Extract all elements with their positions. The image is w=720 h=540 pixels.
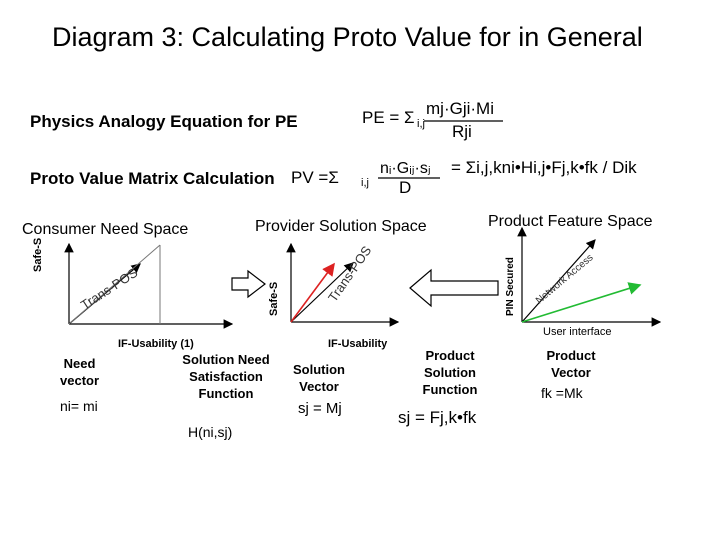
hollow-arrow-product-provider	[410, 270, 498, 306]
trans-pos-axis-label-2: Trans-POS	[325, 243, 375, 305]
physics-equation-label: Physics Analogy Equation for PE	[30, 112, 298, 131]
user-interface-label: User interface	[543, 326, 612, 338]
if-usability-label-1: IF-Usability (1)	[118, 338, 194, 350]
solution-need-satisfaction-function-label: Solution Need Satisfaction Function	[182, 352, 270, 401]
page-title: Diagram 3: Calculating Proto Value for in General	[52, 22, 643, 52]
product-feature-space-label: Product Feature Space	[488, 213, 653, 230]
product-solution-function-equation: sj = Fj,k•fk	[398, 408, 477, 427]
pin-secured-axis-label: PIN Secured	[505, 257, 516, 316]
product-solution-function-label: Product Solution Function	[422, 348, 478, 397]
physics-equation-numerator: mj·Gji·Mi	[426, 99, 494, 118]
proto-equation-subscript: i,j	[361, 177, 369, 189]
proto-equation-rhs: = Σi,j,kni•Hi,j•Fj,k•fk / Dik	[451, 158, 637, 177]
physics-equation-denominator: Rji	[452, 122, 472, 141]
need-vector-label: Need vector	[60, 356, 100, 388]
solution-vector-label: Solution Vector	[293, 362, 345, 394]
product-vector-label: Product Vector	[546, 348, 596, 380]
provider-solution-space-label: Provider Solution Space	[255, 218, 427, 235]
solution-vector-equation: sj = Mj	[298, 400, 342, 417]
physics-equation-lhs: PE = Σ	[362, 108, 415, 127]
proto-equation-lhs: PV =Σ	[291, 168, 339, 187]
proto-equation-denominator: D	[399, 178, 412, 197]
h-function-label: H(ni,sj)	[188, 424, 233, 440]
product-vector-equation: fk =Mk	[541, 385, 583, 401]
proto-equation-numerator: nᵢ·Gᵢⱼ·sⱼ	[380, 160, 431, 177]
hollow-arrow-consumer-provider	[232, 271, 265, 297]
if-usability-label-2: IF-Usability	[328, 338, 388, 350]
proto-equation-label: Proto Value Matrix Calculation	[30, 169, 275, 188]
network-access-axis-label: Network Access	[534, 252, 596, 307]
safe-s-axis-label-2: Safe-S	[268, 281, 280, 316]
physics-equation-subscript: i,j	[417, 118, 425, 130]
consumer-need-space-label: Consumer Need Space	[22, 221, 189, 238]
trans-pos-axis-label-1: Trans-POS	[78, 264, 141, 313]
safe-s-axis-label-1: Safe-S	[32, 237, 44, 272]
need-vector-equation: ni= mi	[60, 398, 98, 414]
